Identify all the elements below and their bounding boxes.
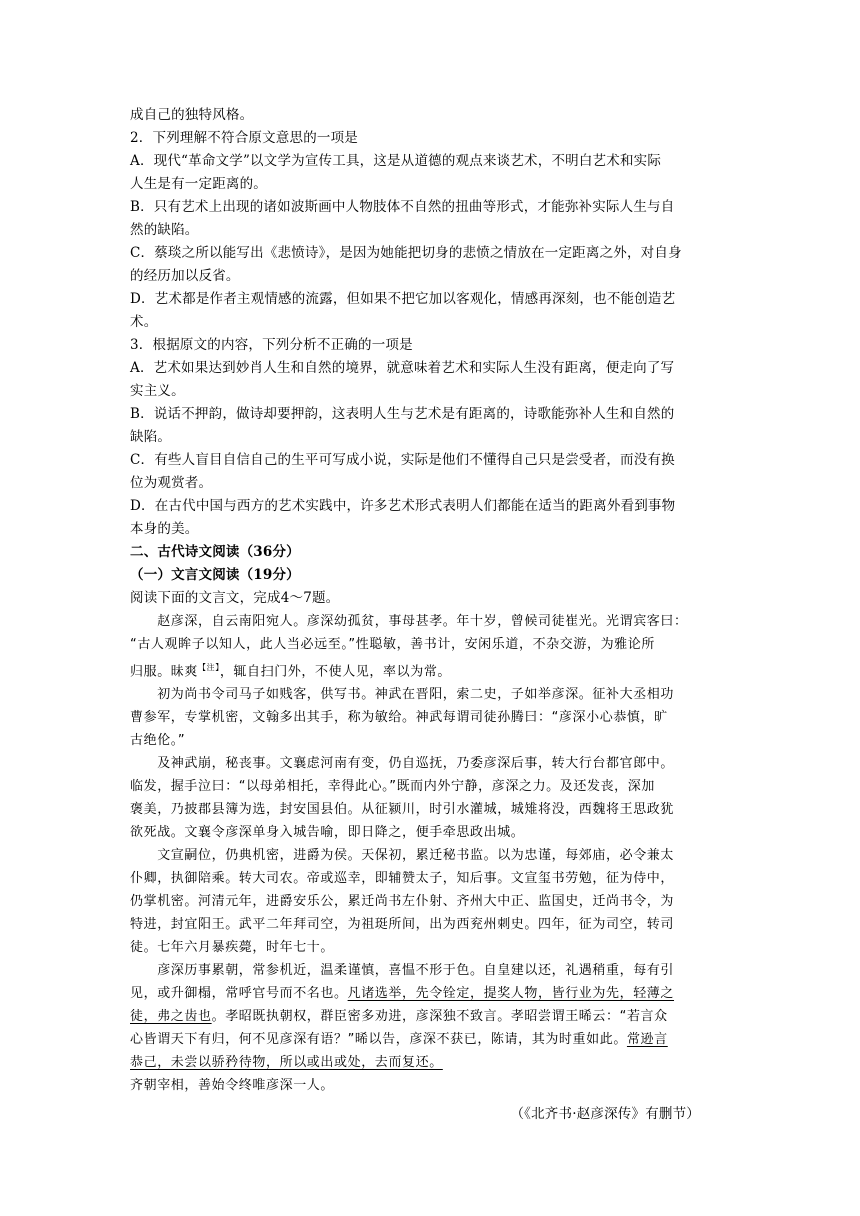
passage-line: 仆卿，执御陪乘。转大司农。帝或巡幸，即辅赞太子，知后事。文宣玺书劳勉，征为侍中，	[130, 871, 675, 887]
passage-text: 见，或升御榻，常呼官号而不名也。	[130, 986, 348, 1002]
question-line: D．艺术都是作者主观情感的流露，但如果不把它加以客观化，情感再深刻，也不能创造艺	[130, 291, 676, 307]
question-line: 位为观赏者。	[130, 475, 213, 491]
annotation-marker: 【注】	[198, 663, 220, 672]
underlined-sentence: 徒，弗之齿也	[130, 1009, 212, 1025]
question-line: 2．下列理解不符合原文意思的一项是	[130, 130, 358, 146]
section-heading: 二、古代诗文阅读（36分）	[130, 544, 300, 560]
question-line: 缺陷。	[130, 429, 172, 445]
question-line: D．在古代中国与西方的艺术实践中，许多艺术形式表明人们都能在适当的距离外看到事物	[130, 498, 676, 514]
passage-text: ，辄自扫门外，不使人见，率以为常。	[219, 664, 452, 680]
passage-line: 古绝伦。”	[130, 733, 186, 749]
question-line: 人生是有一定距离的。	[130, 176, 267, 192]
question-line: 3．根据原文的内容，下列分析不正确的一项是	[130, 337, 413, 353]
subsection-heading: （一）文言文阅读（19分）	[130, 567, 300, 583]
underlined-sentence: 凡诸选举，先令铨定，提奖人物，皆行业为先，轻薄之	[347, 986, 675, 1002]
passage-line: 文宣嗣位，仍典机密，进爵为侯。天保初，累迁秘书监。以为忠谨，每郊庙，必令兼太	[130, 848, 675, 864]
passage-text: 归服。昧爽	[130, 664, 199, 680]
passage-line: 欲死战。文襄令彦深单身入城告喻，即日降之，便手牵思政出城。	[130, 825, 525, 841]
underlined-sentence: 常逊言	[626, 1032, 668, 1048]
passage-text: 心皆谓天下有归，何不见彦深有语？”晞以告，彦深不获已，陈请，其为时重如此。	[130, 1032, 627, 1048]
underlined-sentence: 恭己，未尝以骄矜待物，所以或出或处，去而复还。	[130, 1055, 443, 1071]
passage-line: 徒。七年六月暴疾薨，时年七十。	[130, 940, 335, 956]
question-line: 成自己的独特风格。	[130, 107, 254, 123]
passage-line: 曹参军，专掌机密，文翰多出其手，称为敏给。神武每谓司徒孙腾曰：“彦深小心恭慎，旷	[130, 710, 668, 726]
passage-line	[130, 1028, 730, 1051]
question-line: A．艺术如果达到妙肖人生和自然的境界，就意味着艺术和实际人生没有距离，便走向了写	[130, 360, 675, 376]
passage-line: “古人观眸子以知人，此人当必远至。”性聪敏，善书计，安闲乐道，不杂交游，为雅论所	[130, 637, 655, 652]
passage-line: 褒美，乃披郡县簿为选，封安国县伯。从征颍川，时引水灌城，城雉将没，西魏将王思政犹	[130, 802, 675, 818]
passage-line: 赵彦深，自云南阳宛人。彦深幼孤贫，事母甚孝。年十岁，曾候司徒崔光。光谓宾客曰：	[130, 614, 688, 629]
question-line: 的经历加以反省。	[130, 268, 240, 284]
question-line: C．有些人盲目自信自己的生平可写成小说，实际是他们不懂得自己只是尝受者，而没有换	[130, 452, 675, 468]
question-line: B．说话不押韵，做诗却要押韵，这表明人生与艺术是有距离的，诗歌能弥补人生和自然的	[130, 406, 675, 422]
passage-line: 特进，封宜阳王。武平二年拜司空，为祖珽所间，出为西兖州刺史。四年，征为司空，转司	[130, 917, 675, 933]
passage-line	[130, 1005, 730, 1028]
passage-line: 仍掌机密。河清元年，进爵安乐公，累迁尚书左仆射、齐州大中正、监国史，迁尚书令，为	[130, 894, 675, 910]
instruction: 阅读下面的文言文，完成4～7题。	[130, 590, 340, 606]
document-page	[130, 104, 730, 1126]
classical-passage	[130, 610, 730, 1097]
passage-text: 。孝昭既执朝权，群臣密多劝进，彦深独不致言。孝昭尝谓王晞云：“若言众	[211, 1009, 668, 1025]
source-citation: （《北齐书·赵彦深传》有删节）	[510, 1106, 700, 1123]
question-line: 术。	[130, 314, 158, 330]
question-line: 实主义。	[130, 383, 185, 399]
passage-line	[130, 656, 730, 683]
question-line: 本身的美。	[130, 521, 199, 537]
passage-line: 及神武崩，秘丧事。文襄虑河南有变，仍自巡抚，乃委彦深后事，转大行台都官郎中。	[130, 756, 675, 772]
passage-line: 彦深历事累朝，常参机近，温柔谨慎，喜愠不形于色。自皇建以还，礼遇稍重，每有引	[130, 963, 675, 979]
question-line: C．蔡琰之所以能写出《悲愤诗》，是因为她能把切身的悲愤之情放在一定距离之外，对自身	[130, 245, 682, 261]
passage-line: 临发，握手泣曰：“以母弟相托，幸得此心。”既而内外宁静，彦深之力。及还发丧，深加	[130, 779, 655, 795]
question-line: B．只有艺术上出现的诸如波斯画中人物肢体不自然的扭曲等形式，才能弥补实际人生与自	[130, 199, 675, 215]
passage-line: 初为尚书令司马子如贱客，供写书。神武在晋阳，索二史，子如举彦深。征补大丞相功	[130, 687, 675, 703]
intro-block	[130, 104, 730, 541]
passage-line	[130, 982, 730, 1005]
question-line: A．现代“革命文学”以文学为宣传工具，这是从道德的观点来谈艺术，不明白艺术和实际	[130, 153, 662, 169]
question-line: 然的缺陷。	[130, 222, 199, 238]
passage-line: 齐朝宰相，善始令终唯彦深一人。	[130, 1078, 335, 1094]
passage-line	[130, 1051, 730, 1074]
